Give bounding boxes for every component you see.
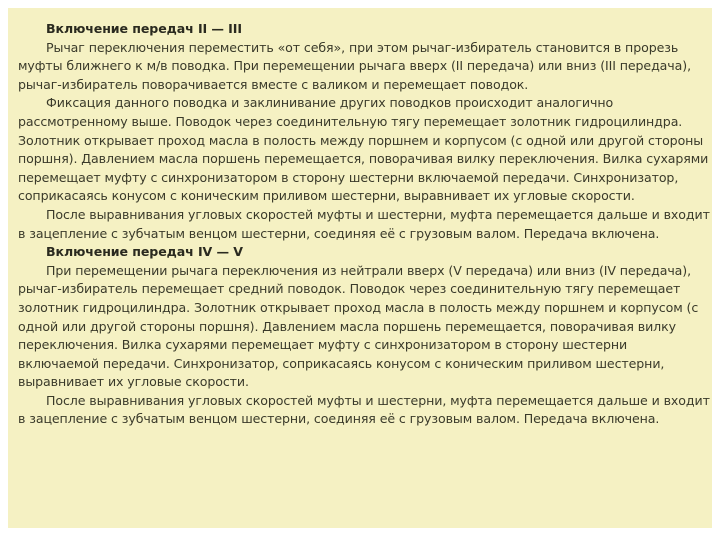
paragraph-fixation-synchronizer: Фиксация данного поводка и заклинивание других поводков происходит аналогично рассмотренному выше. Поводок через соединительную тягу перемещает золотник гидроцилиндра. Золотник открывает проход масла в полость между поршнем и корпусом (с одной или другой стороны поршня). Давлением масла поршень перемещается, поворачивая вилку переключения. Вилка сухарями перемещает муфту с синхронизатором в сторону шестерни включаемой передачи. Синхронизатор, соприкасаясь конусом с коническим приливом шестерни, выравнивает их угловые скорости. xyxy=(18,95,709,204)
slide-background xyxy=(8,8,712,528)
section-heading-gears-2-3: Включение передач II — III xyxy=(46,21,242,36)
paragraph-engagement-4-5: После выравнивания угловых скоростей муфты и шестерни, муфта перемещается дальше и входит в зацепление с зубчатым венцом шестерни, соединяя её с грузовым валом. Передача включена. xyxy=(18,392,710,427)
document-body xyxy=(18,20,710,429)
paragraph-lever-movement: Рычаг переключения переместить «от себя», при этом рычаг-избиратель становится в прорезь муфты ближнего к м/в поводка. При перемещении рычага вверх (II передача) или вниз (III передача), рычаг-избиратель поворачивается вместе с валиком и перемещает поводок. xyxy=(18,39,691,92)
paragraph-engagement-2-3: После выравнивания угловых скоростей муфты и шестерни, муфта перемещается дальше и входит в зацепление с зубчатым венцом шестерни, соединяя её с грузовым валом. Передача включена. xyxy=(18,206,710,241)
section-heading-gears-4-5: Включение передач IV — V xyxy=(46,244,243,260)
paragraph-middle-selector: При перемещении рычага переключения из нейтрали вверх (V передача) или вниз (IV передача), рычаг-избиратель перемещает средний поводок. Поводок через соединительную тягу перемещает золотник гидроцилиндра. Золотник открывает проход масла в полость между поршнем и корпусом (с одной или другой стороны поршня). Давлением масла поршень перемещается, поворачивая вилку переключения. Вилка сухарями перемещает муфту с синхронизатором в сторону шестерни включаемой передачи. Синхронизатор, соприкасаясь конусом с коническим приливом шестерни, выравнивает их угловые скорости. xyxy=(18,262,699,390)
